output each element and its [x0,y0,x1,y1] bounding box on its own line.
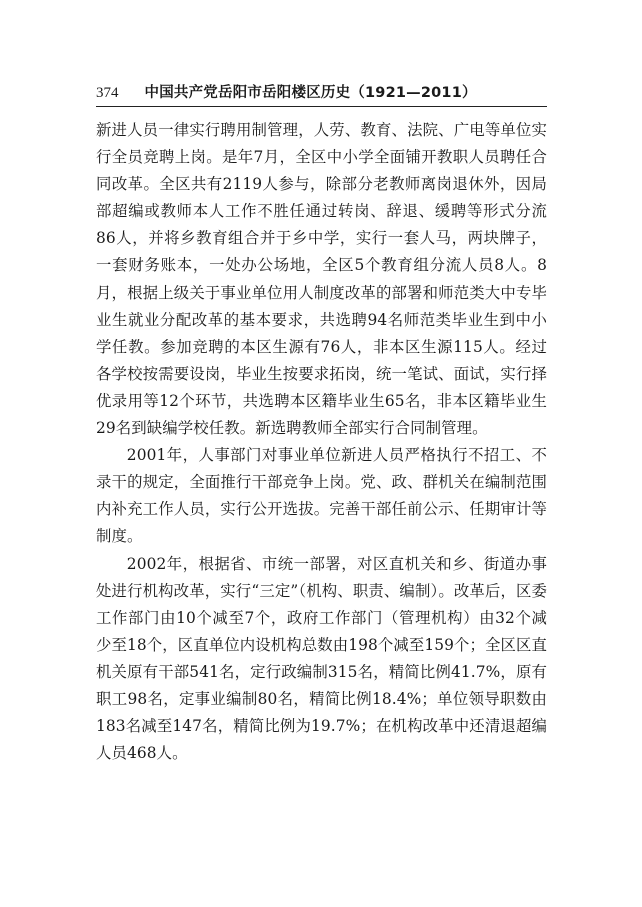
paragraph-2002: 2002年，根据省、市统一部署，对区直机关和乡、街道办事处进行机构改革，实行“三定”（机构、职责、编制）。改革后，区委工作部门由10个减至7个，政府工作部门（管理机构）由32个减少至18个，区直单位内设机构总数由198个减至159个；全区区直机关原有干部541名，定行政编制315名，精简比例41.7%，原有职工98名，定事业编制80名，精简比例18.4%；单位领导职数由183名减至147名，精简比例为19.7%；在机构改革中还清退超编人员468人。 [96,554,547,763]
paragraph-2001: 2001年，人事部门对事业单位新进人员严格执行不招工、不录干的规定，全面推行干部竞争上岗。党、政、群机关在编制范围内补充工作人员，实行公开选拔。完善干部任前公示、任期审计等制度。 [96,446,547,546]
running-title: 中国共产党岳阳市岳阳楼区历史（1921—2011） [144,85,477,101]
page-header [96,80,547,107]
body-text [96,117,547,767]
paragraph-continued: 新进人员一律实行聘用制管理，人劳、教育、法院、广电等单位实行全员竞聘上岗。是年7月，全区中小学全面铺开教职人员聘任合同改革。全区共有2119人参与，除部分老教师离岗退休外，因局部超编或教师本人工作不胜任通过转岗、辞退、缓聘等形式分流86人，并将乡教育组合并于乡中学，实行一套人马，两块牌子，一套财务账本，一处办公场地，全区5个教育组分流人员8人。8月，根据上级关于事业单位用人制度改革的部署和师范类大中专毕业生就业分配改革的基本要求，共选聘94名师范类毕业生到中小学任教。参加竞聘的本区生源有76人，非本区生源115人。经过各学校按需要设岗，毕业生按要求拓岗，统一笔试、面试，实行择优录用等12个环节，共选聘本区籍毕业生65名，非本区籍毕业生29名到缺编学校任教。新选聘教师全部实行合同制管理。 [96,121,547,438]
page-number: 374 [96,85,119,101]
